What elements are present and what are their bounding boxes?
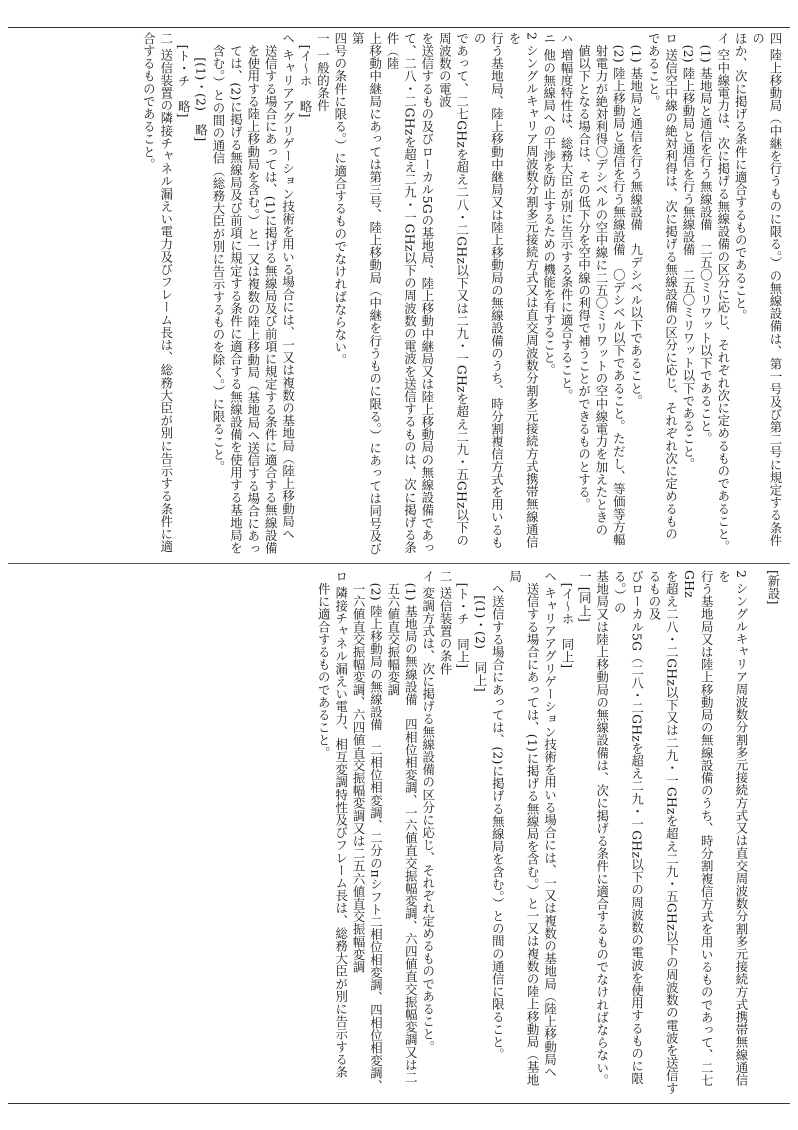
text-line: ロ 隣接チャネル漏えい電力、相互変調特性及びフレーム長は、総務大臣が別に告示する条: [333, 570, 349, 1079]
text-line: (1) 基地局と通信を行う無線設備 九デシベル以下であること。: [628, 32, 644, 408]
text-line: (1) 基地局と通信を行う無線設備 二五〇ミリワット以下であること。: [698, 32, 714, 445]
text-line: 含む。）との間の通信（総務大臣が別に告示するものを除く。）に限ること。: [211, 32, 226, 474]
text-line: 基地局又は陸上移動局の無線設備は、次に掲げる条件に適合するものでなければならない。: [594, 570, 610, 1087]
text-line: イ 空中線電力は、次に掲げる無線設備の区分に応じ、それぞれ次に定めるものであること。: [715, 32, 731, 553]
text-line: 送信する場合にあっては、(1)に掲げる無線局を含む。）と一又は複数の陸上移動局（基地局: [507, 570, 541, 1086]
text-line: (1) 基地局の無線設備 四相位相変調、一六値直交振幅変調、六四値直交振幅変調又は二: [403, 570, 419, 1084]
text-line: であること。: [646, 32, 662, 108]
text-line: 一 一般的条件: [315, 32, 331, 112]
text-line: びローカル5G（二八・二GHzを超え二九・一GHz以下の周波数の電波を使用するものに限る。）の: [612, 570, 645, 1085]
text-line: ロ 送信空中線の絶対利得は、次に掲げる無線設備の区分に応じ、それぞれ次に定めるもの: [663, 32, 679, 541]
text-line: 四 陸上移動局（中継を行うものに限る。）の無線設備は、第一号及び第二号に規定する条件の: [750, 32, 783, 547]
text-line: ヘ キャリアアグリゲーション技術を用いる場合には、一又は複数の基地局（陸上移動局へ: [280, 32, 296, 541]
text-line: 四号の条件に限る。）に適合するものでなければならない。: [332, 32, 348, 366]
text-line: ハ 増幅度特性は、総務大臣が別に告示する条件に適合すること。: [559, 32, 575, 402]
text-line: て、二八・二GHzを超え二九・一GHz以下の周波数の電波を送信するものは、次に掲げる条件（陸: [385, 32, 418, 554]
revised-text-panel: [14, 32, 784, 558]
text-line: (2) 陸上移動局の無線設備 二相位相変調、二分のπシフト二相位相変調、四相位相変調、: [368, 570, 384, 1093]
text-line: 送信する場合にあっては、(1)に掲げる無線局及び前項に規定する条件に適合する無線設備: [263, 32, 279, 555]
text-line: イ 変調方式は、次に掲げる無線設備の区分に応じ、それぞれ定めるものであること。: [420, 570, 436, 1053]
text-line: ニ 他の無線局への干渉を防止するための機能を有すること。: [541, 32, 557, 377]
text-line: 値以下となる場合は、その低下分を空中線の利得で補うことができるものとする。: [576, 32, 592, 511]
text-line: 五六値直交振幅変調: [385, 570, 401, 696]
text-line: [イ〜ホ 同上]: [559, 570, 575, 669]
text-line: [(1)・(2) 略]: [193, 32, 209, 142]
text-line: (2) 陸上移動局と通信を行う無線設備 〇デシベル以下であること。ただし、等価等方輻: [611, 32, 627, 546]
text-line: [(1)・(2) 同上]: [472, 570, 488, 692]
text-line: 行う基地局又は陸上移動局の無線設備のうち、時分割複信方式を用いるものであって、二七GHz: [681, 570, 715, 1087]
current-text-panel: [14, 570, 784, 1097]
text-line: 二 送信装置の隣接チャネル漏えい電力及びフレーム長は、総務大臣が別に告示する条件に適: [158, 32, 174, 553]
current-text-body: [315, 570, 750, 1097]
text-line: [ト・チ 略]: [176, 32, 192, 118]
text-line: を使用する陸上移動局を含む。）と一又は複数の陸上移動局（基地局へ送信する場合にあっ: [245, 32, 261, 555]
text-line: 二 送信装置の条件: [438, 570, 454, 675]
text-line: を超え二八・二GHz以下又は二九・一GHzを超え二九・五GHz以下の周波数の電波を送信するもの及: [646, 570, 680, 1095]
text-line: [ト・チ 同上]: [455, 570, 471, 669]
text-line: ては、(2)に掲げる無線局及び前項に規定する条件に適合する無線設備を使用する基地局を: [228, 32, 244, 555]
text-line: を送信するもの及びローカル5Gの基地局、陸上移動中継局又は陸上移動局の無線設備であっ: [419, 32, 435, 555]
text-line: 合するものであること。: [141, 32, 157, 171]
text-line: 行う基地局、陸上移動中継局又は陸上移動局の無線設備のうち、時分割複信方式を用いるもの: [472, 32, 505, 549]
text-line: 件に適合するものであること。: [316, 570, 332, 759]
text-line: 上移動中継局にあっては第三号、陸上移動局（中継を行うものに限る。）にあっては同号及び第: [350, 32, 383, 555]
text-line: [イ〜ホ 略]: [298, 32, 314, 118]
text-line: 一六値直交振幅変調、六四値直交振幅変調又は二五六値直交振幅変調: [351, 570, 367, 974]
text-line: (2) 陸上移動局と通信を行う無線設備 二五〇ミリワット以下であること。: [680, 32, 696, 471]
new-provision-label: [新設]: [766, 570, 781, 605]
text-line: ヘ キャリアアグリゲーション技術を用いる場合には、一又は複数の基地局（陸上移動局へ: [542, 570, 558, 1079]
section-divider: [8, 563, 790, 564]
text-line: 一 [同上]: [577, 570, 593, 623]
text-line: であって、二七GHzを超え二八・二GHz以下又は二九・一GHzを超え二九・五GHz以下の周波数の電波: [437, 32, 470, 547]
text-line: へ送信する場合にあっては、(2)に掲げる無線局を含む。）との間の通信に限ること。: [490, 570, 506, 1061]
revised-text-body: [140, 32, 784, 558]
text-line: ほか、次に掲げる条件に適合するものであること。: [733, 32, 749, 322]
text-line: 2 シングルキャリア周波数分割多元接続方式又は直交周波数分割多元接続方式携帯無線通信を: [716, 570, 749, 1087]
text-line: 2 シングルキャリア周波数分割多元接続方式又は直交周波数分割多元接続方式携帯無線通信を: [506, 32, 540, 549]
text-line: 射電力が絶対利得〇デシベルの空中線に二五〇ミリワットの空中線電力を加えたときの: [593, 32, 609, 536]
